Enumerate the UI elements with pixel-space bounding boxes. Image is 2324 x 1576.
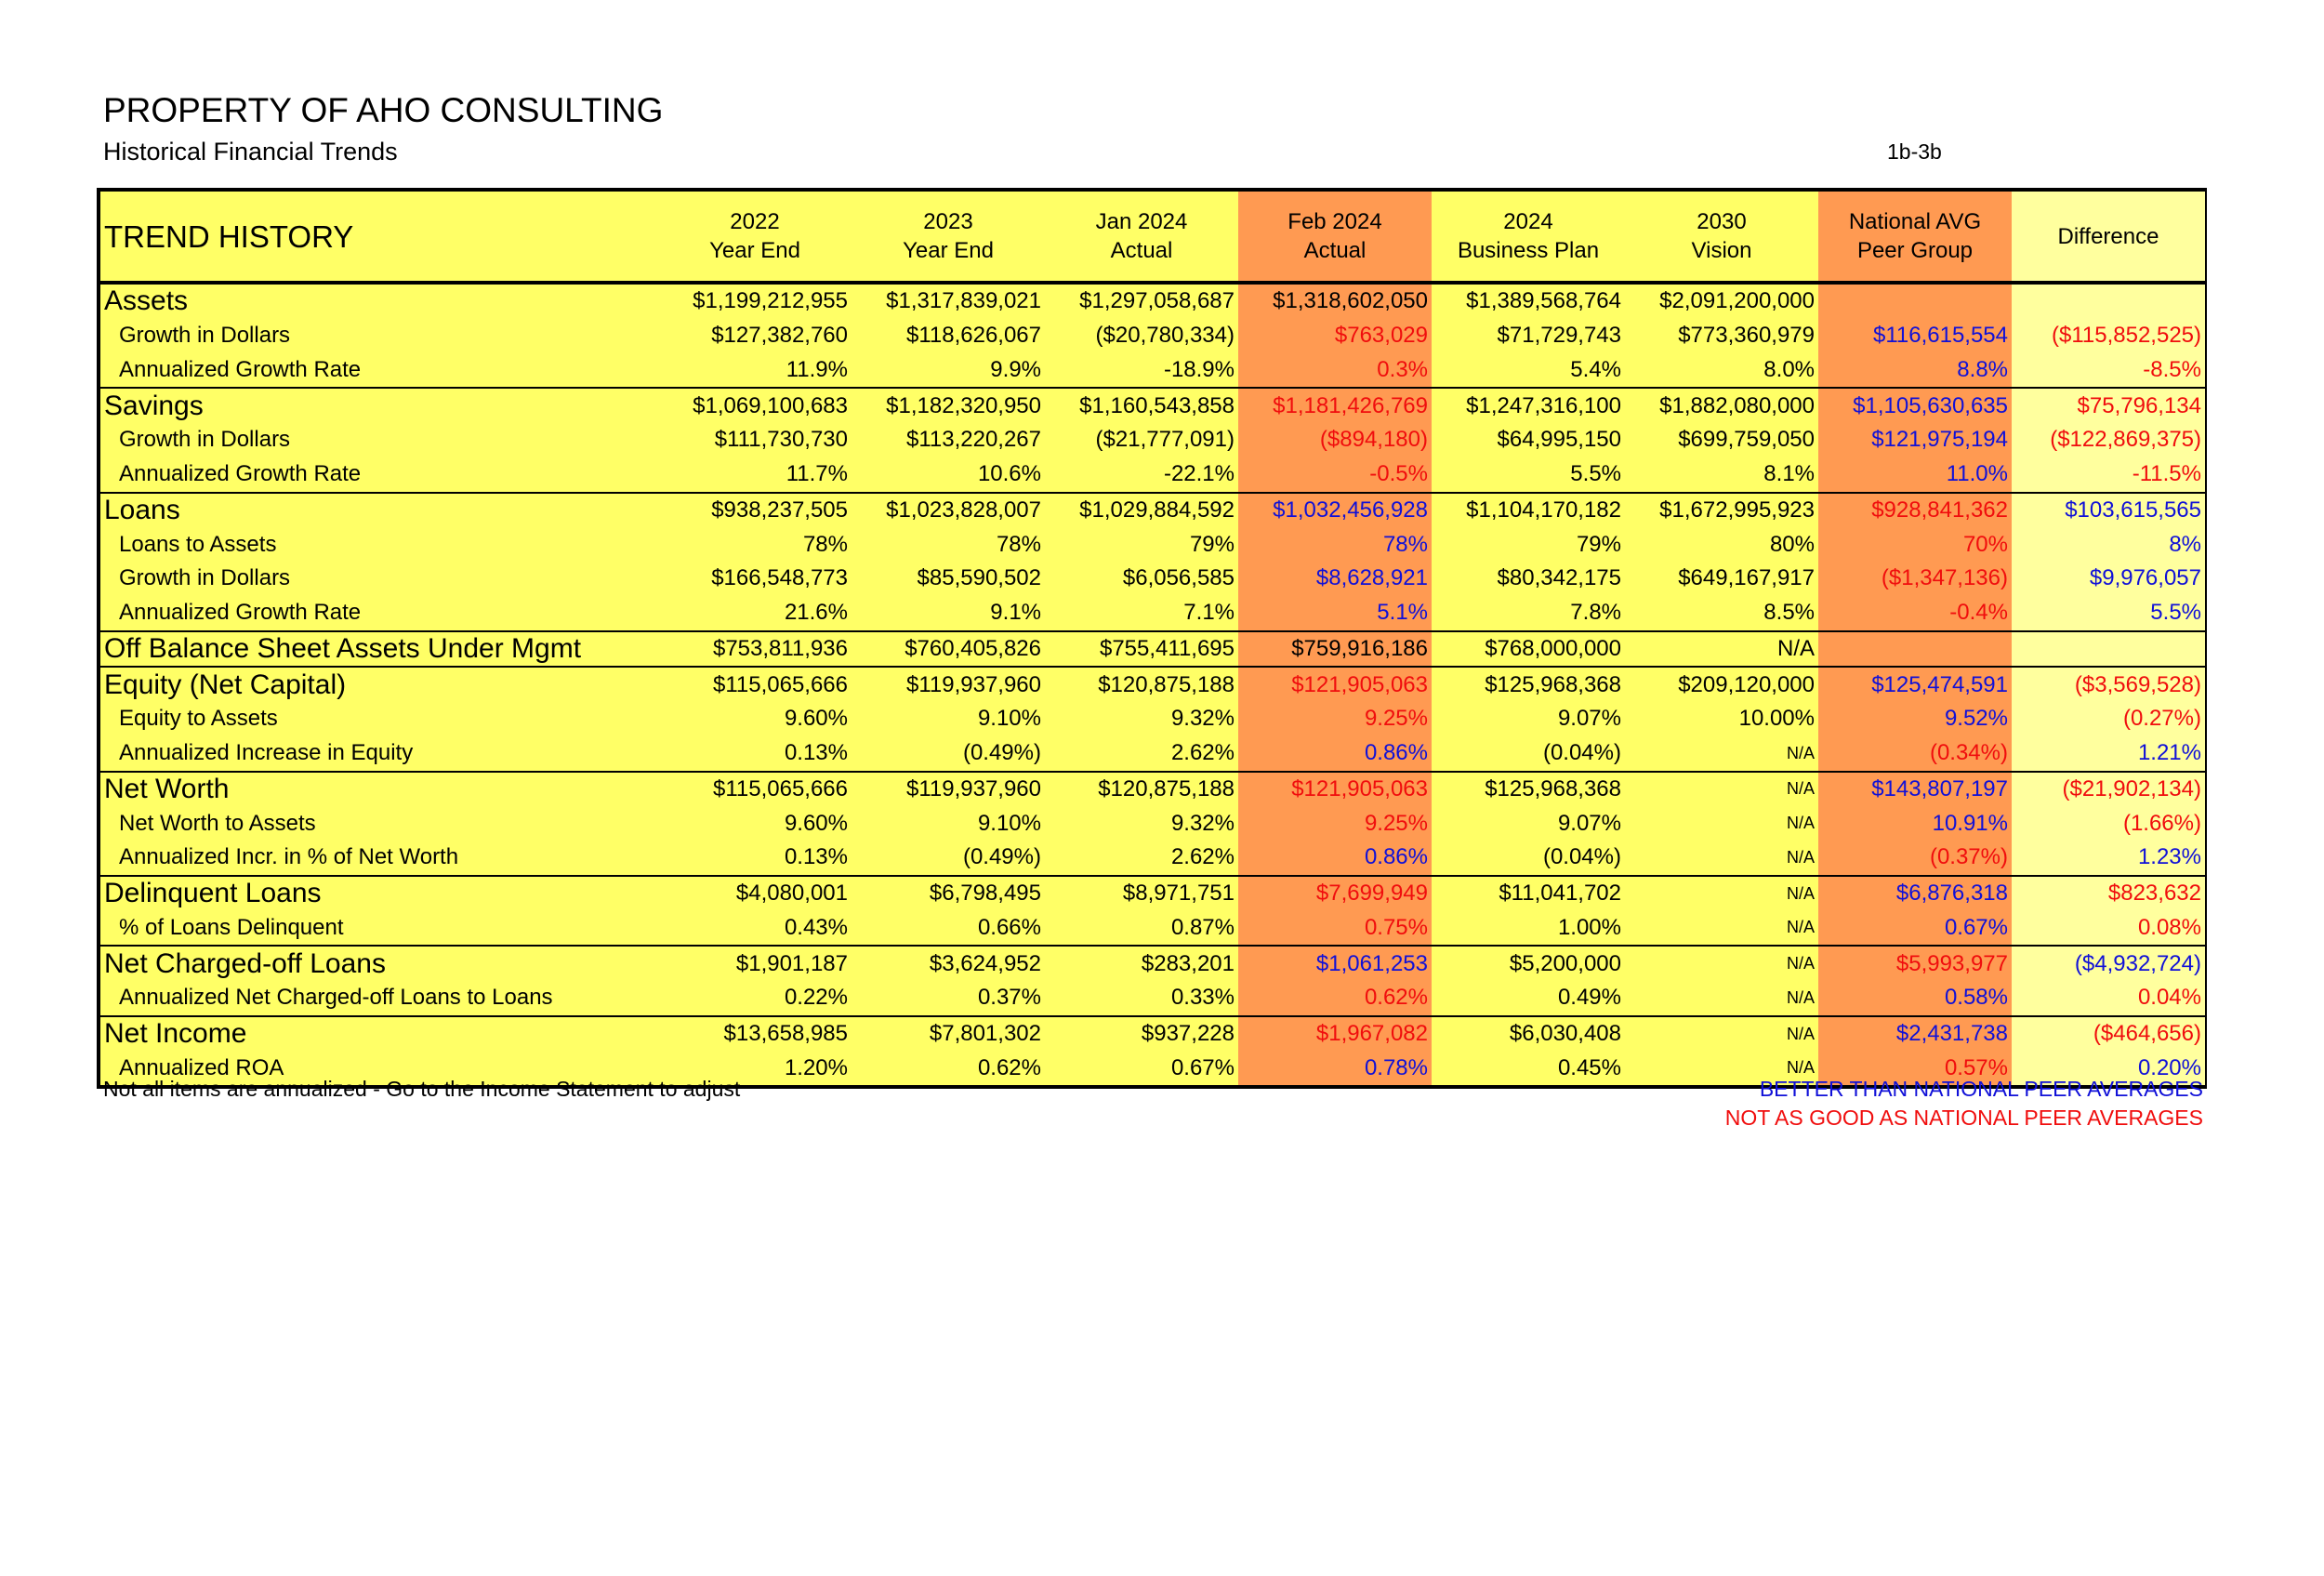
table-cell: 9.07% — [1557, 810, 1621, 836]
table-cell: 78% — [802, 531, 848, 557]
table-cell: ($464,656) — [2012, 1016, 2205, 1052]
table-cell: 11.7% — [786, 461, 848, 487]
table-cell: $773,360,979 — [1678, 323, 1815, 349]
table-cell: 11.9% — [786, 356, 848, 382]
table-cell: 0.86% — [1238, 841, 1432, 876]
table-cell: $127,382,760 — [711, 323, 848, 349]
table-cell: 0.62% — [1238, 981, 1432, 1016]
table-cell: (0.04%) — [1542, 740, 1621, 766]
table-cell: 1.23% — [2012, 841, 2205, 876]
table-cell: (0.27%) — [2012, 702, 2205, 736]
table-cell: 0.78% — [1238, 1052, 1432, 1086]
table-cell: 0.62% — [977, 1054, 1041, 1080]
table-row — [100, 596, 2205, 631]
table-cell: 21.6% — [784, 600, 848, 626]
table-row — [100, 457, 2205, 493]
table-cell: $115,065,666 — [658, 772, 852, 807]
table-cell: 2.62% — [1170, 844, 1235, 870]
table-cell: 9.1% — [990, 600, 1041, 626]
table-cell: 0.75% — [1238, 911, 1432, 947]
row-label: Loans to Assets — [119, 531, 277, 557]
table-cell: $760,405,826 — [852, 631, 1045, 668]
table-cell: $5,993,977 — [1818, 946, 2012, 981]
table-cell: (0.37%) — [1818, 841, 2012, 876]
table-cell: $113,220,267 — [905, 427, 1041, 453]
table-cell: $755,411,695 — [1045, 631, 1238, 668]
table-cell: $1,901,187 — [658, 946, 852, 981]
table-row — [100, 772, 2205, 807]
column-header-line2: Vision — [1691, 238, 1752, 263]
table-cell: $1,297,058,687 — [1079, 288, 1235, 314]
table-cell — [1818, 631, 2012, 668]
table-cell: 0.04% — [2012, 981, 2205, 1016]
table-body — [100, 283, 2205, 1085]
table-cell: 9.10% — [977, 706, 1041, 732]
table-cell: ($894,180) — [1238, 423, 1432, 457]
table-cell: 9.10% — [977, 810, 1041, 836]
report-title: PROPERTY OF AHO CONSULTING — [103, 91, 664, 129]
table-cell: 8.0% — [1763, 356, 1815, 382]
table-cell: $121,975,194 — [1818, 423, 2012, 457]
row-label: Annualized Incr. in % of Net Worth — [119, 844, 459, 870]
table-cell: $103,615,565 — [2012, 493, 2205, 528]
table-row — [100, 911, 2205, 947]
table-row — [100, 806, 2205, 841]
table-cell: 8% — [2012, 527, 2205, 562]
table-cell: $120,875,188 — [1045, 667, 1238, 702]
table-cell: 11.0% — [1818, 457, 2012, 493]
table-row — [100, 493, 2205, 528]
trend-history-table — [97, 188, 2207, 1089]
table-cell: $1,247,316,100 — [1432, 388, 1625, 423]
table-cell: $763,029 — [1238, 319, 1432, 353]
row-label: Off Balance Sheet Assets Under Mgmt — [100, 631, 658, 668]
column-header-line2: Year End — [903, 238, 994, 263]
column-header — [1045, 192, 1238, 283]
column-header-line2: Actual — [1110, 238, 1173, 263]
table-cell: $283,201 — [1045, 946, 1238, 981]
table-cell: $75,796,134 — [2012, 388, 2205, 423]
table-cell: $125,968,368 — [1432, 772, 1625, 807]
table-cell: 0.58% — [1818, 981, 2012, 1016]
table-cell: 5.1% — [1238, 596, 1432, 631]
table-cell: -22.1% — [1163, 461, 1235, 487]
table-cell: 0.66% — [977, 914, 1041, 940]
table-cell: $7,801,302 — [852, 1016, 1045, 1052]
table-cell: 0.67% — [1170, 1054, 1235, 1080]
table-cell: 5.5% — [2012, 596, 2205, 631]
table-cell: 8.5% — [1763, 600, 1815, 626]
table-cell: $1,882,080,000 — [1625, 388, 1818, 423]
table-cell: 2.62% — [1170, 740, 1235, 766]
row-label: Net Income — [100, 1016, 658, 1052]
table-cell: N/A — [1625, 946, 1818, 981]
row-label: Delinquent Loans — [100, 876, 658, 911]
column-header — [2012, 192, 2205, 283]
table-cell: $699,759,050 — [1678, 427, 1815, 453]
table-cell: 0.13% — [784, 844, 848, 870]
row-label: Annualized Growth Rate — [119, 600, 362, 626]
table-cell: $125,474,591 — [1818, 667, 2012, 702]
table-cell: 9.25% — [1238, 806, 1432, 841]
column-header — [1432, 192, 1625, 283]
table-cell: $209,120,000 — [1625, 667, 1818, 702]
table-cell: $1,029,884,592 — [1045, 493, 1238, 528]
row-label: Net Worth to Assets — [119, 810, 316, 836]
column-header-line2: Actual — [1303, 238, 1367, 263]
table-cell: $71,729,743 — [1497, 323, 1621, 349]
table-cell: 5.4% — [1570, 356, 1621, 382]
column-header — [852, 192, 1045, 283]
table-cell: N/A — [1786, 918, 1815, 937]
column-header-line1: 2024 — [1503, 209, 1553, 234]
table-cell: ($115,852,525) — [2012, 319, 2205, 353]
column-header-line1: Jan 2024 — [1095, 209, 1188, 234]
table-cell: N/A — [1625, 631, 1818, 668]
row-label: Annualized ROA — [119, 1054, 284, 1080]
table-row — [100, 841, 2205, 876]
table-cell: $6,056,585 — [1122, 565, 1235, 591]
row-label: Annualized Net Charged-off Loans to Loans — [119, 985, 553, 1011]
table-cell: $13,658,985 — [658, 1016, 852, 1052]
table-cell: 9.9% — [990, 356, 1041, 382]
table-cell: (0.04%) — [1542, 844, 1621, 870]
table-cell: 1.20% — [784, 1054, 848, 1080]
column-header-line2: Business Plan — [1457, 238, 1600, 263]
column-header — [1625, 192, 1818, 283]
table-cell: 0.20% — [2012, 1052, 2205, 1086]
column-header-line1: 2022 — [730, 209, 780, 234]
table-row — [100, 946, 2205, 981]
table-cell: $1,105,630,635 — [1818, 388, 2012, 423]
table-row — [100, 319, 2205, 353]
table-cell: $118,626,067 — [905, 323, 1041, 349]
table-cell: 0.67% — [1818, 911, 2012, 947]
table-cell: $1,199,212,955 — [693, 288, 848, 314]
table-cell: $116,615,554 — [1818, 319, 2012, 353]
table-cell: $759,916,186 — [1238, 631, 1432, 668]
row-label: Growth in Dollars — [119, 427, 291, 453]
table-cell: $115,065,666 — [658, 667, 852, 702]
table-cell: $1,672,995,923 — [1625, 493, 1818, 528]
table-cell: -0.4% — [1818, 596, 2012, 631]
row-label: Loans — [100, 493, 658, 528]
table-cell: ($1,347,136) — [1818, 562, 2012, 596]
table-cell: $1,023,828,007 — [852, 493, 1045, 528]
table-cell: $166,548,773 — [711, 565, 848, 591]
table-cell: N/A — [1786, 987, 1815, 1007]
table-cell: $2,431,738 — [1818, 1016, 2012, 1052]
table-row — [100, 388, 2205, 423]
table-cell: $2,091,200,000 — [1659, 288, 1815, 314]
table-cell: 0.43% — [784, 914, 848, 940]
table-cell: $1,318,602,050 — [1238, 283, 1432, 319]
table-cell: N/A — [1786, 814, 1815, 833]
table-cell: $6,030,408 — [1432, 1016, 1625, 1052]
table-cell: 8.8% — [1818, 353, 2012, 389]
table-header-row — [100, 192, 2205, 283]
table-row — [100, 667, 2205, 702]
table-cell: 0.13% — [784, 740, 848, 766]
table-cell: 9.52% — [1818, 702, 2012, 736]
row-label: Net Worth — [100, 772, 658, 807]
row-label: Net Charged-off Loans — [100, 946, 658, 981]
legend-worse: NOT AS GOOD AS NATIONAL PEER AVERAGES — [1724, 1106, 2203, 1130]
table-cell: $120,875,188 — [1045, 772, 1238, 807]
table-cell: (0.49%) — [962, 844, 1041, 870]
table-cell: $125,968,368 — [1432, 667, 1625, 702]
column-header — [1818, 192, 2012, 283]
table-title: TREND HISTORY — [100, 192, 658, 283]
column-header — [1238, 192, 1432, 283]
table-cell: $1,182,320,950 — [852, 388, 1045, 423]
table-row — [100, 702, 2205, 736]
table-cell: $9,976,057 — [2012, 562, 2205, 596]
table-cell: $121,905,063 — [1238, 772, 1432, 807]
table-cell: ($3,569,528) — [2012, 667, 2205, 702]
table-cell: $7,699,949 — [1238, 876, 1432, 911]
table-row — [100, 562, 2205, 596]
legend-better: BETTER THAN NATIONAL PEER AVERAGES — [1759, 1077, 2203, 1101]
table-cell: $1,181,426,769 — [1238, 388, 1432, 423]
table-cell: $6,876,318 — [1818, 876, 2012, 911]
table-cell: 0.22% — [784, 985, 848, 1011]
table-cell: 0.87% — [1170, 914, 1235, 940]
row-label: % of Loans Delinquent — [119, 914, 344, 940]
table-cell: (0.49%) — [962, 740, 1041, 766]
table-cell: ($4,932,724) — [2012, 946, 2205, 981]
page-code: 1b-3b — [1887, 139, 1942, 164]
table-cell: $1,032,456,928 — [1238, 493, 1432, 528]
table-row — [100, 283, 2205, 319]
table-cell: $80,342,175 — [1497, 565, 1621, 591]
column-header-line1: 2030 — [1697, 209, 1747, 234]
table-cell: $8,971,751 — [1045, 876, 1238, 911]
table-cell: 10.00% — [1738, 706, 1815, 732]
table-cell: ($122,869,375) — [2012, 423, 2205, 457]
table-cell: $119,937,960 — [852, 772, 1045, 807]
table-cell — [2012, 631, 2205, 668]
column-header-line2: Year End — [709, 238, 800, 263]
row-label: Savings — [100, 388, 658, 423]
row-label: Annualized Growth Rate — [119, 356, 362, 382]
table-cell: N/A — [1786, 743, 1815, 762]
table-cell: -11.5% — [2012, 457, 2205, 493]
table-row — [100, 631, 2205, 668]
table-cell: 0.08% — [2012, 911, 2205, 947]
table-cell: (0.34%) — [1818, 736, 2012, 772]
table-cell: -18.9% — [1163, 356, 1235, 382]
table-cell: 0.57% — [1818, 1052, 2012, 1086]
table-cell: 7.1% — [1183, 600, 1235, 626]
table-row — [100, 736, 2205, 772]
table-cell: $937,228 — [1045, 1016, 1238, 1052]
table-cell: ($21,777,091) — [1095, 427, 1235, 453]
table-row — [100, 423, 2205, 457]
table-cell: $85,590,502 — [917, 565, 1041, 591]
row-label: Growth in Dollars — [119, 565, 291, 591]
column-header-line1: Feb 2024 — [1287, 209, 1382, 234]
column-header — [658, 192, 852, 283]
column-header-line1: 2023 — [923, 209, 973, 234]
table-cell: $768,000,000 — [1432, 631, 1625, 668]
table-cell: 1.21% — [2012, 736, 2205, 772]
table-cell: $1,967,082 — [1238, 1016, 1432, 1052]
table-cell: 5.5% — [1570, 461, 1621, 487]
table-cell: $3,624,952 — [852, 946, 1045, 981]
table-cell: $6,798,495 — [852, 876, 1045, 911]
table-cell: N/A — [1786, 847, 1815, 867]
table-cell: 78% — [1238, 527, 1432, 562]
table-cell: $1,069,100,683 — [658, 388, 852, 423]
table-cell: 0.3% — [1238, 353, 1432, 389]
table-cell: $649,167,917 — [1678, 565, 1815, 591]
table-row — [100, 981, 2205, 1016]
table-cell: ($20,780,334) — [1095, 323, 1235, 349]
column-header-line1: Difference — [2057, 223, 2159, 249]
table-cell: $1,104,170,182 — [1432, 493, 1625, 528]
row-label: Equity to Assets — [119, 706, 278, 732]
report-subtitle: Historical Financial Trends — [103, 138, 398, 166]
table-cell: 0.33% — [1170, 985, 1235, 1011]
table-row — [100, 527, 2205, 562]
table-cell: 9.32% — [1170, 810, 1235, 836]
row-label: Annualized Growth Rate — [119, 461, 362, 487]
table-cell — [2012, 283, 2205, 319]
row-label: Growth in Dollars — [119, 323, 291, 349]
table-cell: 9.07% — [1557, 706, 1621, 732]
table-row — [100, 353, 2205, 389]
table-cell: 0.86% — [1238, 736, 1432, 772]
table-cell: 79% — [1189, 531, 1235, 557]
table-row — [100, 1016, 2205, 1052]
table-cell: -0.5% — [1238, 457, 1432, 493]
table-cell: 79% — [1576, 531, 1621, 557]
table-cell: N/A — [1786, 1058, 1815, 1078]
table-row — [100, 876, 2205, 911]
table-cell: $1,160,543,858 — [1045, 388, 1238, 423]
table-cell: $928,841,362 — [1818, 493, 2012, 528]
table-cell: $8,628,921 — [1238, 562, 1432, 596]
table-cell: 80% — [1769, 531, 1815, 557]
table-cell: (1.66%) — [2012, 806, 2205, 841]
footnote: Not all items are annualized - Go to the Income Statement to adjust — [103, 1077, 741, 1101]
table-cell: $5,200,000 — [1432, 946, 1625, 981]
table-cell: 9.60% — [784, 706, 848, 732]
table-cell: 70% — [1818, 527, 2012, 562]
row-label: Assets — [104, 285, 189, 317]
table-cell: 7.8% — [1570, 600, 1621, 626]
table-cell: 0.49% — [1557, 985, 1621, 1011]
table-cell: N/A — [1625, 876, 1818, 911]
table-cell: $143,807,197 — [1818, 772, 2012, 807]
table-cell: 78% — [996, 531, 1041, 557]
table-cell: $4,080,001 — [658, 876, 852, 911]
table-cell: $823,632 — [2012, 876, 2205, 911]
table-cell: 0.45% — [1557, 1054, 1621, 1080]
table-cell: 9.25% — [1238, 702, 1432, 736]
table-cell: $121,905,063 — [1238, 667, 1432, 702]
table-cell: 10.91% — [1818, 806, 2012, 841]
column-header-line1: National AVG — [1848, 209, 1982, 234]
table-cell: -8.5% — [2012, 353, 2205, 389]
column-header-line2: Peer Group — [1856, 238, 1974, 263]
table-cell: 1.00% — [1557, 914, 1621, 940]
table-cell: $111,730,730 — [714, 427, 848, 453]
table-cell: $119,937,960 — [852, 667, 1045, 702]
row-label: Equity (Net Capital) — [100, 667, 658, 702]
table-cell: $753,811,936 — [658, 631, 852, 668]
table-cell: $1,389,568,764 — [1466, 288, 1621, 314]
table-cell: $938,237,505 — [658, 493, 852, 528]
table-cell: $1,061,253 — [1238, 946, 1432, 981]
table-cell: 0.37% — [977, 985, 1041, 1011]
table-cell: $64,995,150 — [1497, 427, 1621, 453]
table-cell: N/A — [1625, 772, 1818, 807]
table-cell: ($21,902,134) — [2012, 772, 2205, 807]
row-label: Annualized Increase in Equity — [119, 740, 414, 766]
table-cell — [1818, 283, 2012, 319]
table-cell: 10.6% — [977, 461, 1041, 487]
table-cell: $1,317,839,021 — [886, 288, 1041, 314]
table-cell: 9.32% — [1170, 706, 1235, 732]
table-cell: 8.1% — [1763, 461, 1815, 487]
table-cell: N/A — [1625, 1016, 1818, 1052]
table-cell: 9.60% — [784, 810, 848, 836]
table-cell: $11,041,702 — [1432, 876, 1625, 911]
